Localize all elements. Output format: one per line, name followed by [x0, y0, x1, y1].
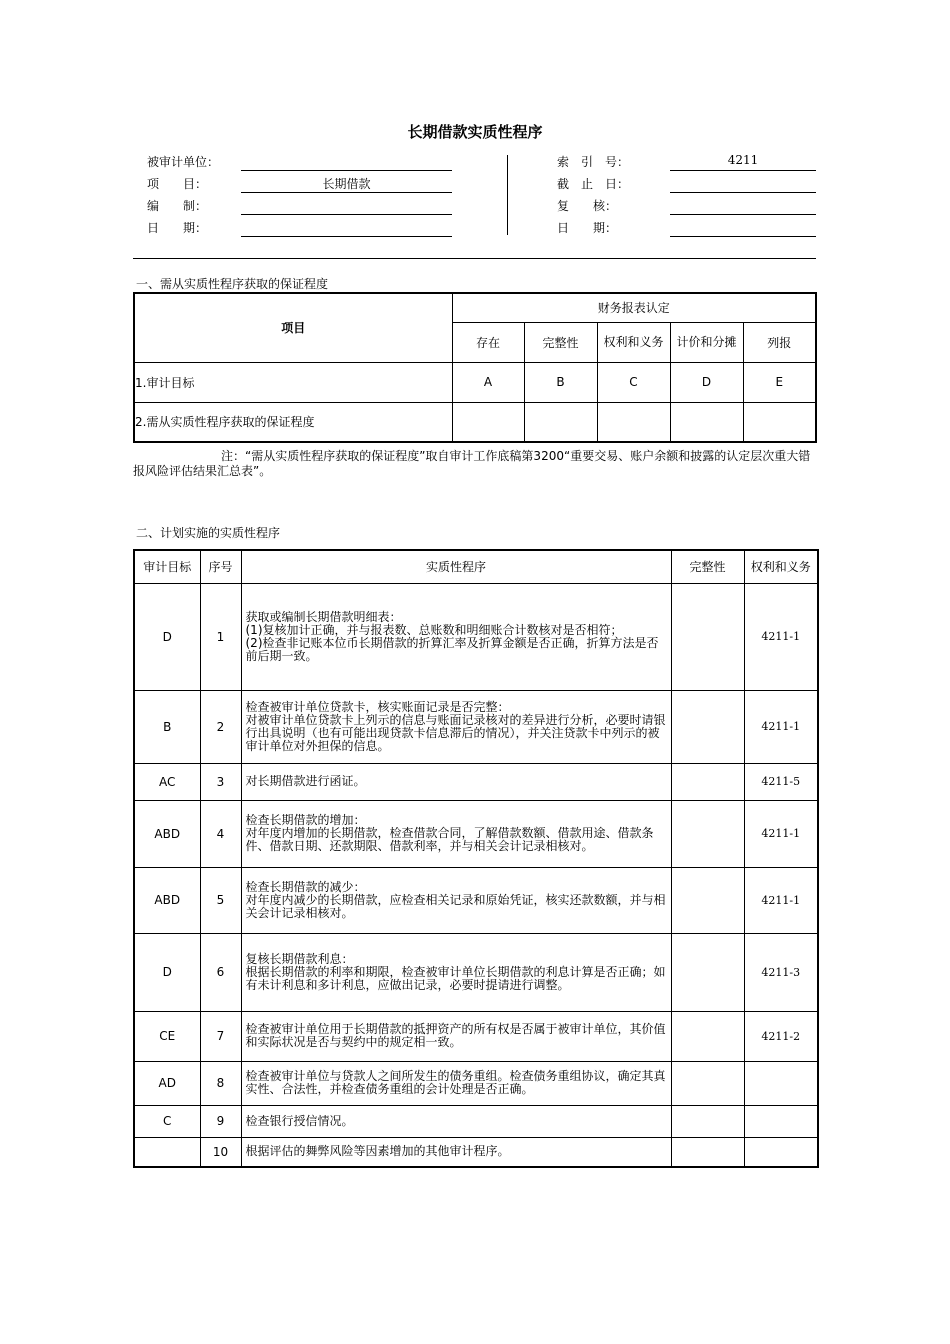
procedures-table — [133, 549, 819, 1168]
audit-target-cell — [134, 1137, 200, 1167]
row-label: 1.审计目标 — [134, 362, 452, 402]
cell-completeness[interactable]: B — [524, 362, 597, 402]
col-rights-obligations-label: 权利和义务 — [750, 559, 811, 574]
table-row — [134, 1011, 818, 1061]
procedure-cell: 检查银行授信情况。 — [241, 1105, 671, 1137]
procedure-cell: 检查长期借款的增加： 对年度内增加的长期借款，检查借款合同，了解借款数额、借款用途、借款条件、借款日期、还款期限、借款利率，并与相关会计记录相核对。 — [241, 800, 671, 867]
cell-presentation[interactable]: E — [743, 362, 816, 402]
col-completeness: 完整性 — [671, 550, 744, 583]
table-row — [134, 933, 818, 1011]
procedure-cell: 检查被审计单位与贷款人之间所发生的债务重组。检查债务重组协议，确定其真实性、合法性，并检查债务重组的会计处理是否正确。 — [241, 1061, 671, 1105]
procedure-cell: 检查被审计单位贷款卡，核实账面记录是否完整： 对被审计单位贷款卡上列示的信息与账面记录核对的差异进行分析，必要时请银行出具说明（也有可能出现贷款卡信息滞后的情况），并关注贷款卡中列示的被审计单位对外担保的信息。 — [241, 690, 671, 763]
completeness-cell[interactable] — [671, 1061, 744, 1105]
item-field[interactable] — [241, 192, 452, 193]
cell-presentation[interactable] — [743, 402, 816, 442]
table-row — [134, 402, 816, 442]
audit-target-cell: AC — [134, 763, 200, 800]
index-no-value: 4211 — [727, 153, 759, 167]
label-review-date: 日 期： — [557, 221, 618, 235]
workpaper-ref-cell[interactable]: 4211-1 — [744, 583, 818, 690]
section1-note: 注：“需从实质性程序获取的保证程度”取自审计工作底稿第3200“重要交易、账户余额和披露的认定层次重大错报风险评估结果汇总表”。 — [133, 449, 811, 478]
col-existence: 存在 — [452, 322, 524, 362]
workpaper-ref-cell[interactable]: 4211-1 — [744, 690, 818, 763]
cutoff-date-field[interactable] — [670, 192, 816, 193]
completeness-cell[interactable] — [671, 690, 744, 763]
completeness-cell[interactable] — [671, 1105, 744, 1137]
index-no-field[interactable] — [670, 170, 816, 171]
review-date-field[interactable] — [670, 236, 816, 237]
workpaper-ref-cell[interactable]: 4211-2 — [744, 1011, 818, 1061]
reviewer-field[interactable] — [670, 214, 816, 215]
workpaper-ref-cell[interactable]: 4211-1 — [744, 800, 818, 867]
workpaper-ref-cell[interactable] — [744, 1061, 818, 1105]
completeness-cell[interactable] — [671, 1137, 744, 1167]
audit-target-cell: B — [134, 690, 200, 763]
procedure-cell: 获取或编制长期借款明细表： (1)复核加计正确，并与报表数、总账数和明细账合计数核对是否相符； (2)检查非记账本位币长期借款的折算汇率及折算金额是否正确，折算方法是否前后期一致。 — [241, 583, 671, 690]
audit-target-cell: AD — [134, 1061, 200, 1105]
cell-completeness[interactable] — [524, 402, 597, 442]
col-presentation: 列报 — [743, 322, 816, 362]
seq-no-cell: 2 — [200, 690, 241, 763]
seq-no-cell: 4 — [200, 800, 241, 867]
audited-unit-field[interactable] — [241, 170, 452, 171]
table-row — [134, 583, 818, 690]
table-row — [134, 690, 818, 763]
seq-no-cell: 3 — [200, 763, 241, 800]
col-valuation-label: 计价和分摊 — [676, 335, 737, 349]
seq-no-cell: 6 — [200, 933, 241, 1011]
audit-target-cell: D — [134, 933, 200, 1011]
section2-heading: 二、计划实施的实质性程序 — [136, 526, 281, 540]
completeness-cell[interactable] — [671, 933, 744, 1011]
table-row — [134, 763, 818, 800]
cell-existence[interactable]: A — [452, 362, 524, 402]
cell-existence[interactable] — [452, 402, 524, 442]
audit-target-cell: ABD — [134, 867, 200, 933]
cell-valuation[interactable]: D — [670, 362, 743, 402]
audit-target-cell: D — [134, 583, 200, 690]
workpaper-ref-cell[interactable] — [744, 1105, 818, 1137]
audit-target-cell: CE — [134, 1011, 200, 1061]
completeness-cell[interactable] — [671, 583, 744, 690]
header-divider — [507, 155, 508, 235]
workpaper-ref-cell[interactable] — [744, 1137, 818, 1167]
table-row — [134, 800, 818, 867]
col-item-header: 项目 — [134, 293, 452, 362]
label-prep-date: 日 期： — [147, 221, 208, 235]
procedure-cell: 复核长期借款利息： 根据长期借款的利率和期限，检查被审计单位长期借款的利息计算是否正确；如有未计利息和多计利息，应做出记录，必要时提请进行调整。 — [241, 933, 671, 1011]
cell-rights[interactable]: C — [597, 362, 670, 402]
seq-no-cell: 8 — [200, 1061, 241, 1105]
col-valuation — [670, 322, 743, 362]
completeness-cell[interactable] — [671, 867, 744, 933]
seq-no-cell: 1 — [200, 583, 241, 690]
label-index-no: 索 引 号： — [557, 155, 630, 169]
col-procedure: 实质性程序 — [241, 550, 671, 583]
col-group-header: 财务报表认定 — [452, 293, 816, 322]
table-row — [134, 867, 818, 933]
label-audited-unit: 被审计单位： — [147, 155, 220, 169]
col-completeness: 完整性 — [524, 322, 597, 362]
item-value: 长期借款 — [322, 177, 371, 191]
col-rights-obligations — [597, 322, 670, 362]
table-row — [134, 362, 816, 402]
header-rule — [133, 258, 816, 259]
cell-valuation[interactable] — [670, 402, 743, 442]
label-item: 项 目： — [147, 177, 208, 191]
completeness-cell[interactable] — [671, 800, 744, 867]
table-row — [134, 1061, 818, 1105]
audit-target-cell: C — [134, 1105, 200, 1137]
completeness-cell[interactable] — [671, 1011, 744, 1061]
assurance-table — [133, 292, 817, 443]
section1-heading: 一、需从实质性程序获取的保证程度 — [136, 277, 329, 291]
seq-no-cell: 10 — [200, 1137, 241, 1167]
table-row — [134, 1137, 818, 1167]
col-audit-target: 审计目标 — [134, 550, 200, 583]
col-rights-obligations — [744, 550, 818, 583]
seq-no-cell: 7 — [200, 1011, 241, 1061]
page-title: 长期借款实质性程序 — [407, 123, 543, 141]
procedure-cell: 检查被审计单位用于长期借款的抵押资产的所有权是否属于被审计单位，其价值和实际状况是否与契约中的规定相一致。 — [241, 1011, 671, 1061]
seq-no-cell: 5 — [200, 867, 241, 933]
workpaper-ref-cell[interactable]: 4211-5 — [744, 763, 818, 800]
col-seq-no: 序号 — [200, 550, 241, 583]
procedure-cell: 根据评估的舞弊风险等因素增加的其他审计程序。 — [241, 1137, 671, 1167]
workpaper-ref-cell[interactable]: 4211-1 — [744, 867, 818, 933]
cell-rights[interactable] — [597, 402, 670, 442]
completeness-cell[interactable] — [671, 763, 744, 800]
workpaper-ref-cell[interactable]: 4211-3 — [744, 933, 818, 1011]
seq-no-cell: 9 — [200, 1105, 241, 1137]
col-rights-obligations-label: 权利和义务 — [603, 335, 664, 349]
table-row — [134, 1105, 818, 1137]
procedure-cell: 检查长期借款的减少： 对年度内减少的长期借款，应检查相关记录和原始凭证，核实还款数额，并与相关会计记录相核对。 — [241, 867, 671, 933]
audit-target-cell: ABD — [134, 800, 200, 867]
label-cutoff-date: 截 止 日： — [557, 177, 630, 191]
row-label: 2.需从实质性程序获取的保证程度 — [134, 402, 452, 442]
label-reviewer: 复 核： — [557, 199, 618, 213]
label-preparer: 编 制： — [147, 199, 208, 213]
prep-date-field[interactable] — [241, 236, 452, 237]
procedure-cell: 对长期借款进行函证。 — [241, 763, 671, 800]
preparer-field[interactable] — [241, 214, 452, 215]
